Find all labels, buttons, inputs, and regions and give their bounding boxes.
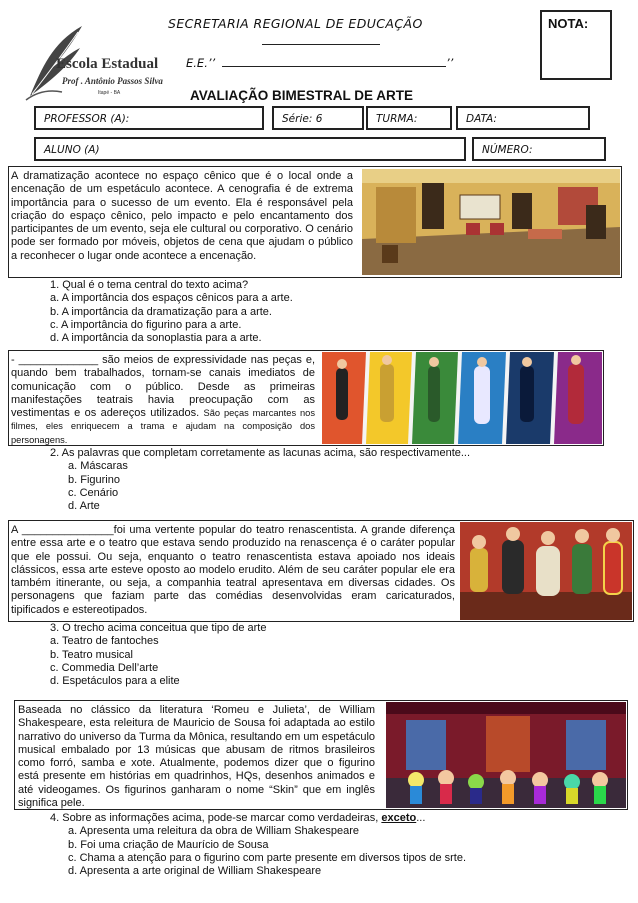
- professor-label: PROFESSOR (A):: [44, 113, 130, 125]
- header-underline: [262, 44, 380, 45]
- question3-option-d[interactable]: d. Espetáculos para a elite: [50, 675, 180, 688]
- question4-option-d[interactable]: d. Apresenta a arte original de William Shakespeare: [68, 865, 322, 878]
- question1-option-d[interactable]: d. A importância da sonoplastia para a arte.: [50, 332, 262, 345]
- question2-text: 2. As palavras que completam corretamente as lacunas acima, são respectivamente...: [50, 447, 471, 459]
- section3-text: A _______________foi uma vertente popular do teatro renascentista. A grande diferença entre essa arte e o teatro que estava sendo produzido na renascença é o caráter popular que ele possui. Ou seja, enquanto o teatro renascentista estava apoiado nos ideais clássicos, essa arte esteve oposto ao modelo erudito. Além de seu caráter popular ele era também itinerante, ou seja, a companhia teatral apresentava em diversas cidades. Os personagens que faziam parte das comédias desenvolvidas eram caricaturados, tipificados e estereotipados.: [11, 524, 455, 616]
- question3-option-b[interactable]: b. Teatro musical: [50, 648, 133, 661]
- question3-option-c[interactable]: c. Commedia Dell’arte: [50, 661, 159, 674]
- section2-text-small: São peças marcantes nos filmes, eles enriquecem a trama e ajudam na composição dos personagens.: [11, 408, 315, 445]
- school-name-line: [222, 66, 446, 67]
- turma-field[interactable]: [366, 106, 452, 130]
- question2-option-c[interactable]: c. Cenário: [68, 486, 119, 499]
- secretaria-title: SECRETARIA REGIONAL DE EDUCAÇÃO: [168, 16, 423, 31]
- question4: [50, 812, 466, 878]
- romeu-julieta-image: [386, 702, 626, 808]
- avaliacao-title: AVALIAÇÃO BIMESTRAL DE ARTE: [190, 88, 414, 103]
- question4-text-end: ...: [416, 812, 426, 824]
- question4-exceto: exceto: [381, 812, 417, 824]
- logo-line3: Itapé - BA: [98, 90, 121, 96]
- aluno-label: ALUNO (A): [44, 144, 100, 156]
- numero-field[interactable]: [472, 137, 606, 161]
- nota-label: NOTA:: [548, 16, 589, 31]
- serie-label: Série: 6: [282, 113, 323, 125]
- question2-option-b[interactable]: b. Figurino: [68, 473, 120, 486]
- nota-box[interactable]: [540, 10, 612, 80]
- commedia-image: [460, 522, 632, 620]
- school-name-label: E.E.’’: [186, 56, 216, 70]
- question4-option-a[interactable]: a. Apresenta uma releitura da obra de William Shakespeare: [68, 825, 360, 838]
- question4-text: [50, 812, 466, 825]
- question4-text-start: 4. Sobre as informações acima, pode-se marcar como verdadeiras,: [50, 812, 382, 824]
- school-name-close: ’’: [446, 56, 454, 70]
- aluno-field[interactable]: [34, 137, 466, 161]
- costumes-image: [322, 352, 602, 444]
- data-label: DATA:: [466, 113, 497, 125]
- question2-option-a[interactable]: a. Máscaras: [68, 460, 128, 473]
- section4-text: Baseada no clássico da literatura ‘Romeu e Julieta’, de William Shakespeare, esta releitura de Mauricio de Sousa foi adaptada ao estilo narrativo do universo da Turma da Mônica, resultando em um espetáculo musical embalado por 13 músicas que abusam de ritmos brasileiros como forró, samba e xote. Atualmente, podemos dizer que o figurino está presente em histórias em quadrinhos, HQs, desenhos animados e até videogames. Os figurinos ganharam o nome “Skin” que em inglês significa pele.: [18, 704, 375, 810]
- question2-option-d[interactable]: d. Arte: [68, 500, 100, 513]
- question4-option-c[interactable]: c. Chama a atenção para o figurino com parte presente em diversos tipos de srte.: [68, 851, 467, 864]
- turma-label: TURMA:: [376, 113, 418, 125]
- question1: [50, 279, 293, 345]
- question4-option-b[interactable]: b. Foi uma criação de Maurício de Sousa: [68, 838, 269, 851]
- question3: [50, 622, 266, 688]
- question1-option-b[interactable]: b. A importância da dramatização para a arte.: [50, 305, 272, 318]
- question1-option-c[interactable]: c. A importância do figurino para a arte.: [50, 318, 242, 331]
- section2-text: - _____________ são meios de expressividade nas peças e, quando bem trabalhados, tornam-se canais imediatos de comunicação com o público. Desde as primeiras manifestações teatrais havia preocupação com as vestimentas e os adereços utilizados.: [11, 354, 315, 420]
- question3-text: 3. O trecho acima conceitua que tipo de arte: [50, 622, 267, 634]
- section1-text: A dramatização acontece no espaço cênico que é o local onde a encenação de um espetáculo acontece. A cenografia é de extrema importância para o sucesso de um evento. Ela é responsável pela criação do espaço cênico, pelo impacto e pelo encantamento dos participantes de um evento, seja ele cultural ou corporativo. O cenário pode ser formado por móveis, objetos de cena que ajudam o público a reconhecer o lugar onde acontece a encenação.: [11, 170, 353, 262]
- section2-text-wrap: [11, 354, 315, 447]
- logo-line2: Prof . Antônio Passos Silva: [62, 76, 163, 86]
- logo-line1: Escola Estadual: [56, 56, 159, 72]
- data-field[interactable]: [456, 106, 590, 130]
- question1-text: 1. Qual é o tema central do texto acima?: [50, 279, 249, 291]
- numero-label: NÚMERO:: [482, 144, 533, 156]
- stage-scenery-image: [362, 169, 620, 275]
- question3-option-a[interactable]: a. Teatro de fantoches: [50, 635, 159, 648]
- professor-field[interactable]: [34, 106, 264, 130]
- serie-field[interactable]: [272, 106, 364, 130]
- school-logo: [22, 18, 162, 104]
- question2: [50, 447, 470, 513]
- question1-option-a[interactable]: a. A importância dos espaços cênicos para a arte.: [50, 292, 293, 305]
